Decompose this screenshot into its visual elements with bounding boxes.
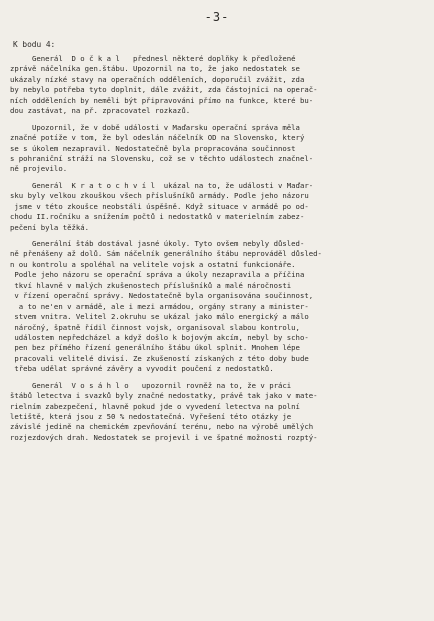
paragraph — [10, 381, 430, 444]
paragraph — [10, 54, 430, 117]
text-line: letiště, která jsou z 50 % nedostatečná. Vyřešení této otázky je — [10, 412, 292, 421]
text-line: a to ne'en v armádě, ale i mezi armádou, orgány strany a minister- — [10, 301, 309, 311]
text-line: rielním zabezpečení, hlavně pokud jde o vyvedení letectva na polní — [10, 401, 300, 411]
paragraph — [10, 123, 430, 175]
document-body — [10, 54, 430, 449]
text-line: dou zastávat, na př. zpracovatel rozkazů. — [10, 106, 191, 116]
paragraph — [10, 239, 430, 375]
text-line: pracovali velitelé divisí. Ze zkušeností získaných z této doby bude — [10, 353, 309, 363]
text-line: událostem nepředcházel a když došlo k bojovým akcím, nebyl by scho- — [10, 332, 309, 342]
text-line: ně projevilo. — [10, 164, 68, 174]
text-line: Generál V o s á h l o upozornil rovněž na to, že v práci — [10, 380, 292, 390]
text-line: Generál D o č k a l přednesl některé doplňky k předložené — [10, 54, 296, 63]
text-line: v řízení operační správy. Nedostatečně byla organisována součinnost, — [10, 291, 314, 301]
text-line: chodu II.ročníku a snížením počtů i nedostatků v materielním zabez- — [10, 212, 305, 222]
text-line: pečení byla těžká. — [10, 222, 90, 232]
paragraph — [10, 181, 430, 233]
text-line: štábů letectva i svazků byly značné nedostatky, právě tak jako v mate- — [10, 391, 318, 401]
text-line: ně přenášeny až dolů. Sám náčelník generálního štábu neprováděl důsled- — [10, 249, 322, 259]
text-line: náročný, špatně řídil činnost vojsk, organisoval slabou kontrolu, — [10, 322, 300, 332]
text-line: třeba udělat správné závěry a vyvodit poučení z nedostatků. — [10, 364, 274, 374]
text-line: pen bez přímého řízení generálního štábu úkol splnit. Mnohem lépe — [10, 343, 300, 353]
text-line: se s úkolem nezapravil. Nedostatečně byla propracována součinnost — [10, 143, 296, 153]
text-line: n ou kontrolu a spoléhal na velitele vojsk a ostatní funkcionáře. — [10, 259, 296, 269]
text-line: by nebylo potřeba tyto doplnit, dále zvážit, zda částojníci na operač- — [10, 85, 318, 95]
text-line: Podle jeho názoru se operační správa a úkoly nezapravila a příčina — [10, 270, 305, 280]
page-number: -3- — [204, 10, 230, 24]
text-line: s pohraniční stráží na Slovensku, což se v těchto událostech značnel- — [10, 153, 314, 163]
text-line: zprávě náčelníka gen.štábu. Upozornil na to, že jako nedostatek se — [10, 64, 300, 74]
text-line: ních odděleních by neměli být připravováni přímo na funkce, které bu- — [10, 95, 314, 105]
text-line: Generální štáb dostával jasné úkoly. Tyto ovšem nebyly důsled- — [10, 239, 305, 248]
text-line: závislé jedině na chemickém zpevňování terénu, nebo na výrobě umělých — [10, 422, 314, 432]
text-line: značné potíže v tom, že byl odeslán náčelník OD na Slovensko, který — [10, 133, 305, 143]
text-line: jsme v této zkoušce neobstáli úspěšně. Když situace v armádě po od- — [10, 201, 309, 211]
agenda-heading: K bodu 4: — [13, 40, 56, 49]
text-line: Upozornil, že v době události v Maďarsku operační správa měla — [10, 122, 300, 132]
text-line: tkví hlavně v malých zkušenostech příslušníků a malé náročnosti — [10, 280, 292, 290]
text-line: stvem vnitra. Velitel 2.okruhu se ukázal jako málo energický a málo — [10, 312, 309, 322]
text-line: Generál K r a t o c h v í l ukázal na to, že události v Maďar- — [10, 180, 314, 190]
text-line: ukázaly nízké stavy na operačních odděleních, doporučil zvážit, zda — [10, 74, 305, 84]
text-line: rozjezdových drah. Nedostatek se projevil i ve špatné možnosti rozptý- — [10, 432, 318, 442]
text-line: sku byly velkou zkouškou všech příslušníků armády. Podle jeho názoru — [10, 191, 309, 201]
